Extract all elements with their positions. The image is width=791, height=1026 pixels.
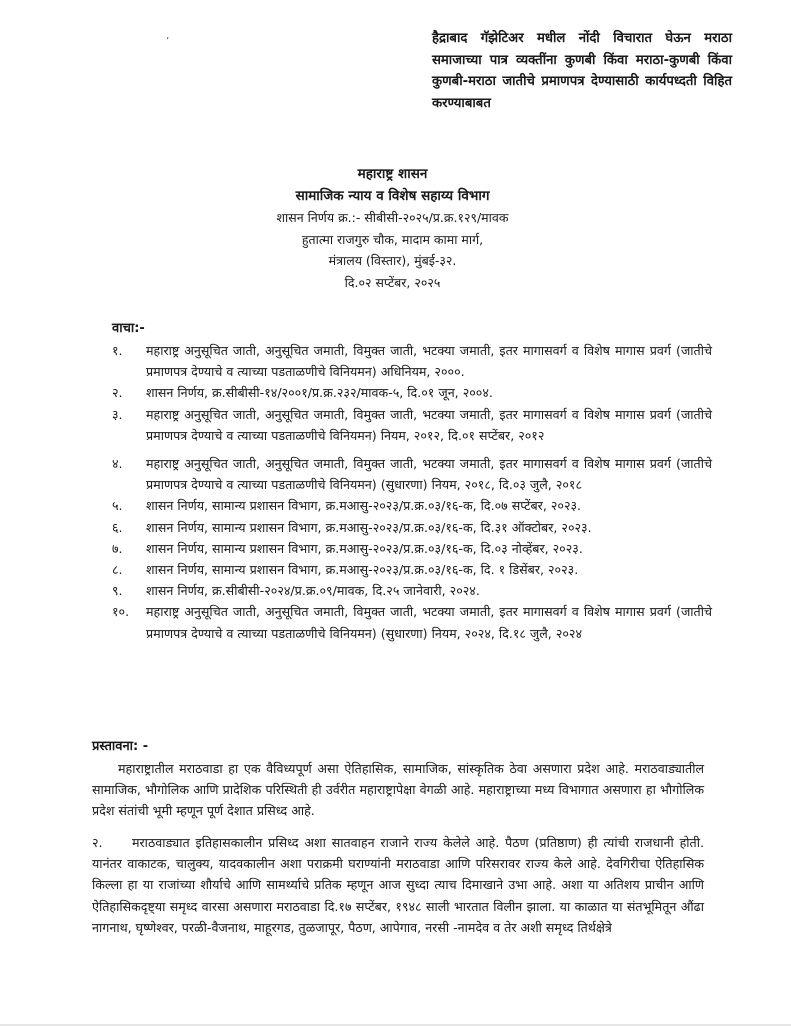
government-name: महाराष्ट्र शासन bbox=[357, 166, 428, 182]
reference-item bbox=[112, 340, 712, 382]
reference-item bbox=[112, 580, 712, 601]
department-name: सामाजिक न्याय व विशेष सहाय्य विभाग bbox=[295, 187, 490, 204]
subject-heading: हैद्राबाद गॅझेटिअर मधील नोंदी विचारात घेऊन मराठा समाजाच्या पात्र व्यक्तींना कुणबी किंवा मराठा-कुणबी किंवा कुणबी-मराठा जातीचे प्रमाणपत्र देण्यासाठी कार्यपध्दती विहित करण्याबाबत bbox=[432, 31, 732, 111]
paragraph-2-text: मराठवाड्यात इतिहासकालीन प्रसिध्द अशा सातवाहन राजाने राज्य केलेले आहे. पैठण (प्रतिष्ठाण) ही त्यांची राजधानी होती. यानंतर वाकाटक, चालुक्य, यादवकालीन अशा पराक्रमी घराण्यांनी मराठवाडा आणि परिसरावर राज्य केले आहे. देवगिरीचा ऐतिहासिक किल्ला हा या राजांच्या शौर्याचे आणि सामर्थ्याचे प्रतिक म्हणून आज सुध्दा त्याच दिमाखाने उभा आहे. अशा या अतिशय प्राचीन आणि ऐतिहासिकदृष्ट्या समृध्द वारसा असणारा मराठवाडा दि.१७ सप्टेंबर, १९४८ साली भारतात विलीन झाला. या काळात या संतभूमितून औंढा नागनाथ, घृष्णेश्वर, परळी-वैजनाथ, माहूरगड, तुळजापूर, पैठण, आपेगाव, नरसी -नामदेव व तेर अशी समृध्द तिर्थक्षेत्रे bbox=[92, 835, 704, 935]
reference-number: १०. bbox=[112, 604, 130, 620]
reference-item bbox=[112, 382, 712, 403]
reference-text: महाराष्ट्र अनुसूचित जाती, अनुसूचित जमाती, विमुक्त जाती, भटक्या जमाती, इतर मागासवर्ग व विशेष मागास प्रवर्ग (जातीचे प्रमाणपत्र देण्याचे व त्याच्या पडताळणीचे विनियमन) (सुधारणा) नियम, २०१८, दि.०३ जुलै, २०१८ bbox=[146, 456, 712, 493]
reference-number: ३. bbox=[112, 406, 123, 422]
reference-text: शासन निर्णय, सामान्य प्रशासन विभाग, क्र.मआसु-२०२३/प्र.क्र.०३/१६-क, दि.३१ ऑक्टोबर, २०२३. bbox=[146, 519, 592, 535]
reference-item bbox=[112, 559, 712, 580]
reference-item bbox=[112, 404, 712, 446]
address-line-2: मंत्रालय (विस्तार), मुंबई-३२. bbox=[328, 253, 457, 268]
preamble-paragraph-2 bbox=[92, 832, 704, 938]
preamble-paragraph-1 bbox=[92, 758, 704, 822]
reference-text: शासन निर्णय, सामान्य प्रशासन विभाग, क्र.मआसु-२०२३/प्र.क्र.०३/१६-क, दि.०३ नोव्हेंबर, २०२३. bbox=[146, 540, 583, 556]
reference-number: ९. bbox=[112, 583, 123, 599]
reference-item bbox=[112, 453, 712, 495]
reference-number: १. bbox=[112, 343, 123, 358]
issue-date: दि.०२ सप्टेंबर, २०२५ bbox=[344, 274, 441, 290]
reference-number: ७. bbox=[112, 540, 123, 556]
reference-text: शासन निर्णय, क्र.सीबीसी-२०२४/प्र.क्र.०९/मावक, दि.२५ जानेवारी, २०२४. bbox=[146, 583, 480, 599]
reference-number: ६. bbox=[112, 519, 123, 535]
issuer-header bbox=[200, 164, 585, 293]
stray-mark: ’ bbox=[166, 36, 170, 47]
reference-item bbox=[112, 538, 712, 559]
reference-number: २. bbox=[112, 385, 123, 401]
references-heading: वाचा:- bbox=[112, 321, 145, 336]
gr-number: शासन निर्णय क्र.:- सीबीसी-२०२५/प्र.क्र.१२९/मावक bbox=[276, 210, 509, 225]
reference-text: शासन निर्णय, क्र.सीबीसी-१४/२००१/प्र.क्र.२३२/मावक-५, दि.०१ जून, २००४. bbox=[146, 385, 493, 401]
reference-item bbox=[112, 495, 712, 516]
reference-item bbox=[112, 601, 712, 643]
reference-number: ८. bbox=[112, 562, 123, 578]
paragraph-1-text: महाराष्ट्रातील मराठवाडा हा एक वैविध्यपूर्ण असा ऐतिहासिक, सामाजिक, सांस्कृतिक ठेवा असणारा प्रदेश आहे. मराठवाड्यातील सामाजिक, भौगोलिक आणि प्रादेशिक परिस्थिती ही उर्वरीत महाराष्ट्रापेक्षा वेगळी आहे. महाराष्ट्राच्या मध्य विभागात असणारा हा भौगोलिक प्रदेश संतांची भूमी म्हणून पूर्ण देशात प्रसिध्द आहे. bbox=[92, 761, 704, 819]
reference-number: ४. bbox=[112, 456, 123, 472]
references-list bbox=[112, 340, 712, 644]
reference-text: शासन निर्णय, सामान्य प्रशासन विभाग, क्र.मआसु-२०२३/प्र.क्र.०३/१६-क, दि. १ डिसेंबर, २०२३. bbox=[146, 562, 579, 578]
reference-text: महाराष्ट्र अनुसूचित जाती, अनुसूचित जमाती, विमुक्त जाती, भटक्या जमाती, इतर मागासवर्ग व विशेष मागास प्रवर्ग (जातीचे प्रमाणपत्र देण्याचे व त्याच्या पडताळणीचे विनियमन) (सुधारणा) नियम, २०२४, दि.१८ जुलै, २०२४ bbox=[146, 604, 712, 641]
reference-text: महाराष्ट्र अनुसूचित जाती, अनुसूचित जमाती, विमुक्त जाती, भटक्या जमाती, इतर मागासवर्ग व विशेष मागास प्रवर्ग (जातीचे प्रमाणपत्र देण्याचे व त्याच्या पडताळणीचे विनियमन) अधिनियम, २०००. bbox=[146, 343, 712, 380]
preamble-heading: प्रस्तावना: - bbox=[92, 739, 149, 754]
reference-item bbox=[112, 517, 712, 538]
paragraph-number: २. bbox=[92, 835, 103, 850]
reference-number: ५. bbox=[112, 498, 123, 514]
address-line-1: हुतात्मा राजगुरु चौक, मादाम कामा मार्ग, bbox=[301, 231, 484, 247]
reference-text: शासन निर्णय, सामान्य प्रशासन विभाग, क्र.मआसु-२०२३/प्र.क्र.०३/१६-क, दि.०७ सप्टेंबर, २०२३. bbox=[146, 498, 582, 514]
reference-text: महाराष्ट्र अनुसूचित जाती, अनुसूचित जमाती, विमुक्त जाती, भटक्या जमाती, इतर मागासवर्ग व विशेष मागास प्रवर्ग (जातीचे प्रमाणपत्र देण्याचे व त्याच्या पडताळणीचे विनियमन) नियम, २०१२, दि.०१ सप्टेंबर, २०१२ bbox=[146, 406, 712, 443]
